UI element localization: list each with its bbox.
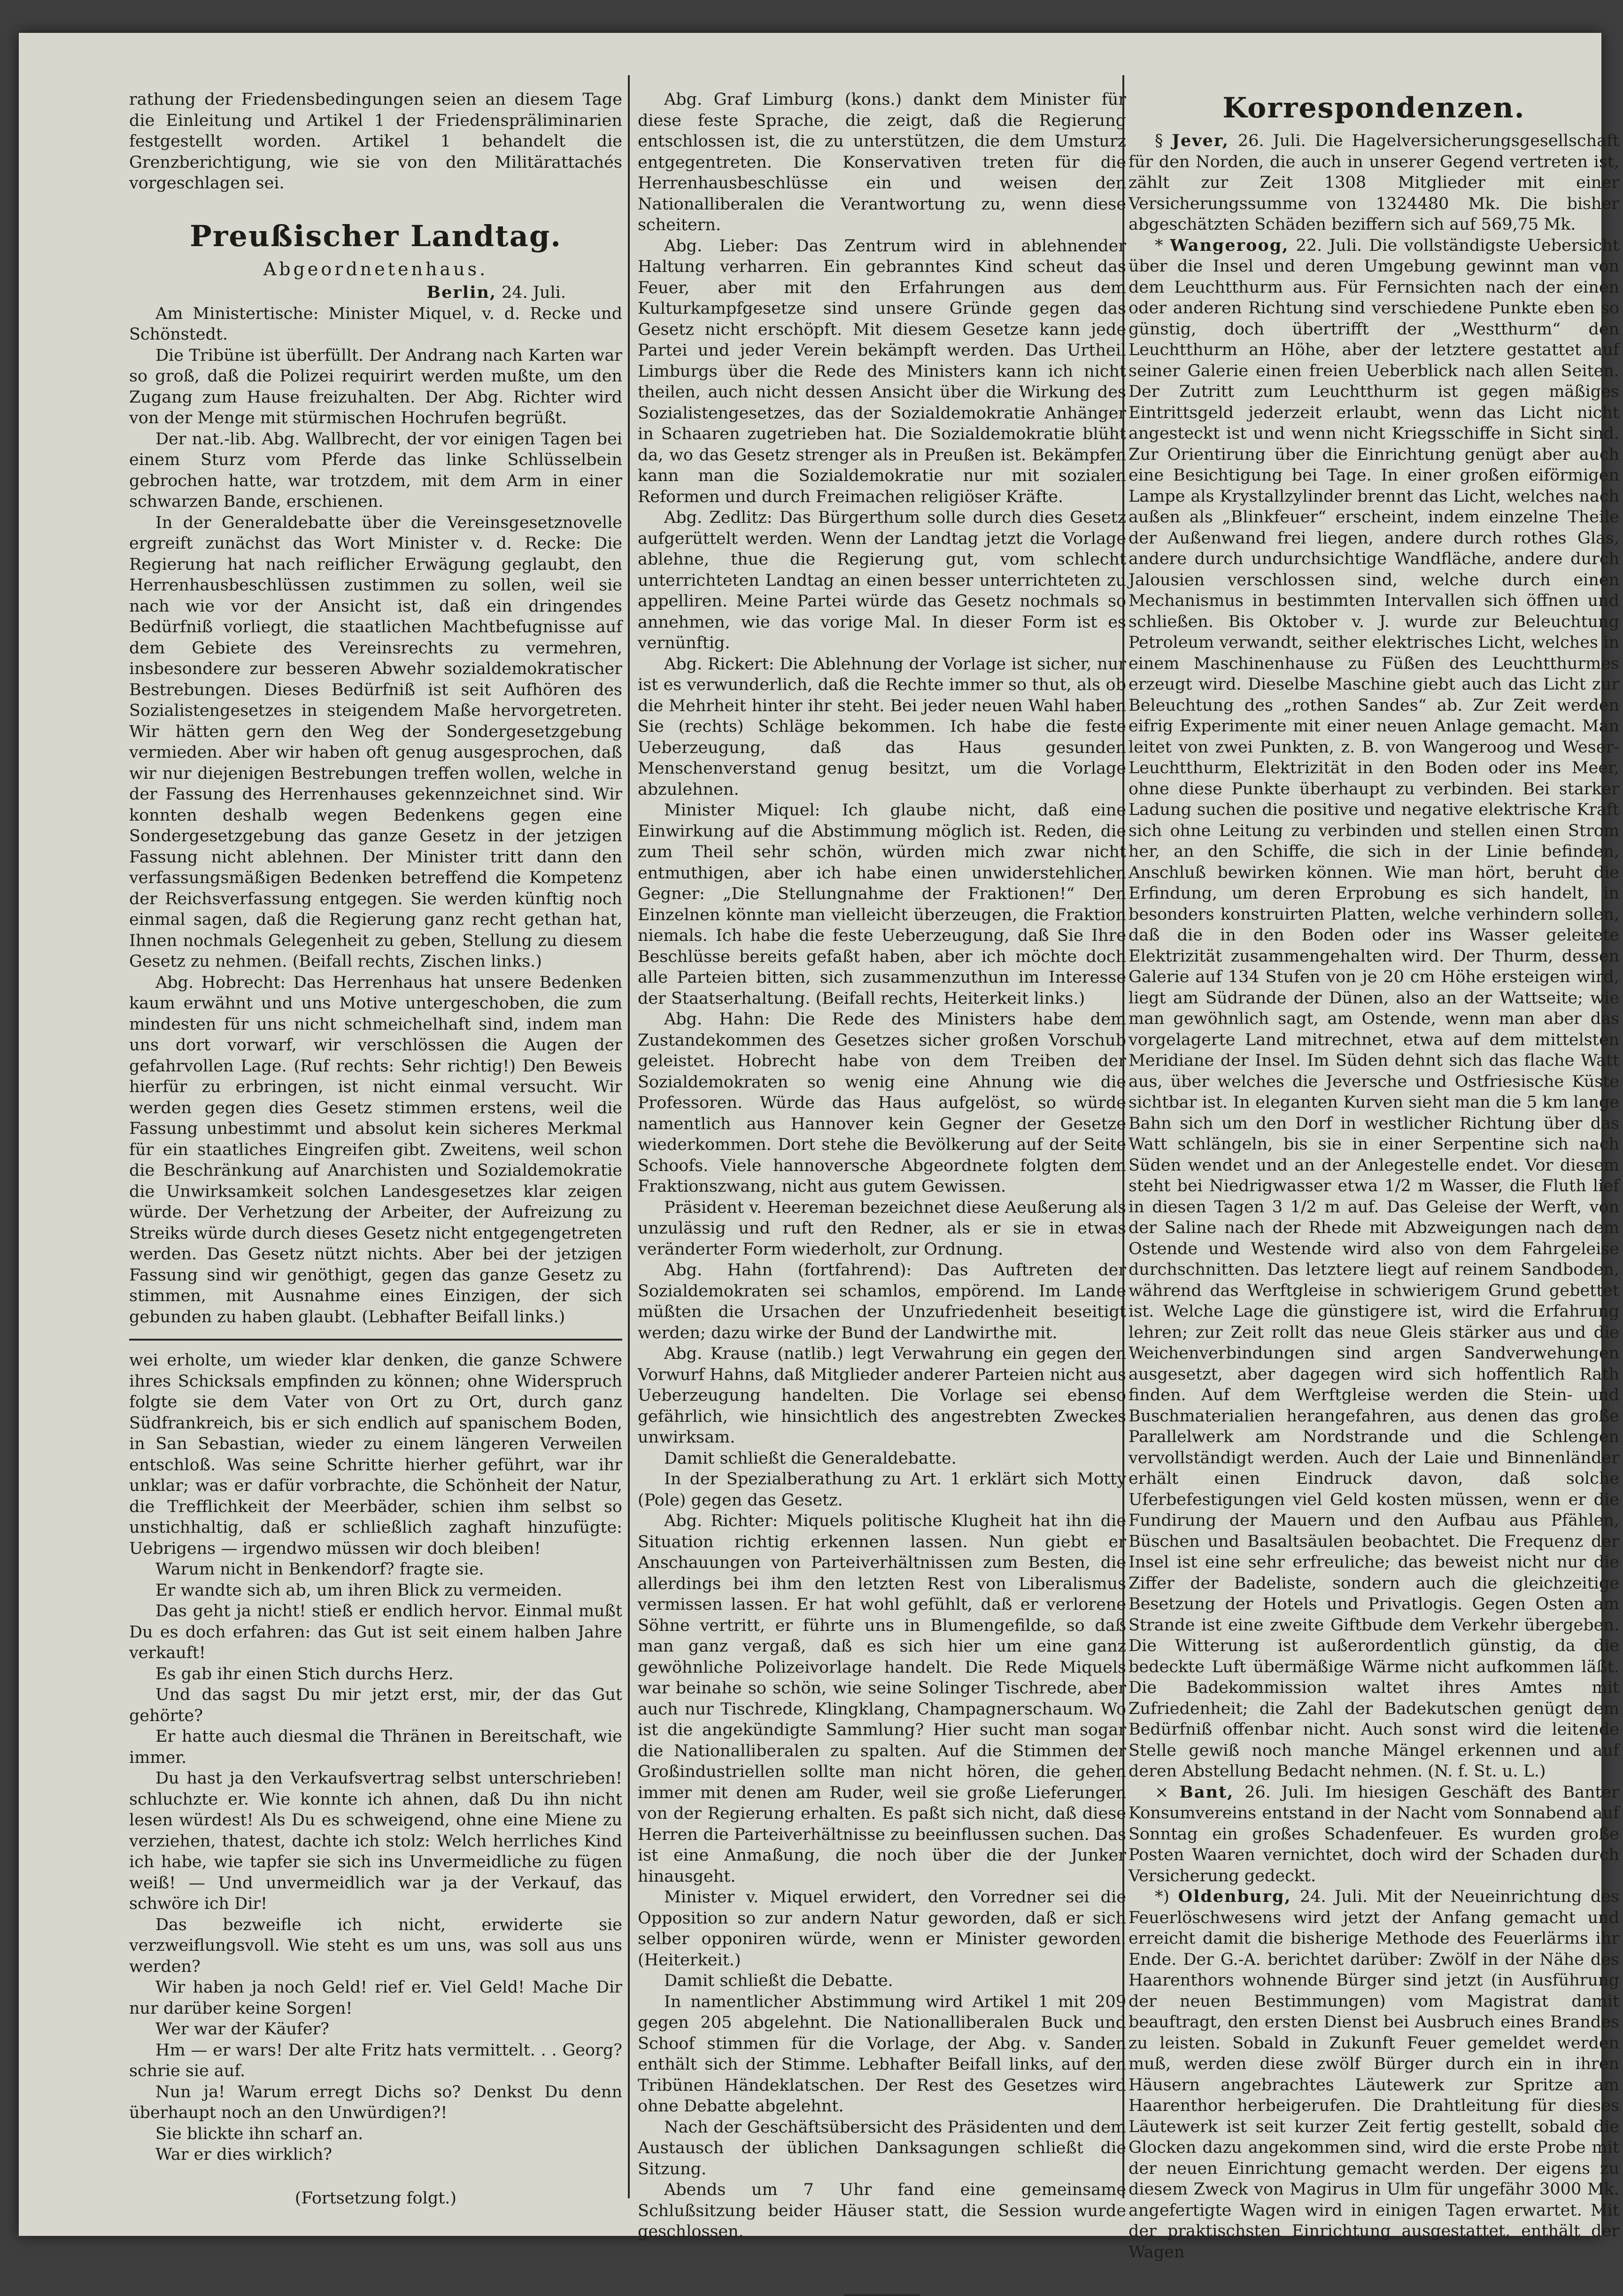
feuilleton-novel	[129, 1350, 622, 2165]
dateline-place: Berlin,	[426, 283, 496, 302]
novel-paragraph: Er hatte auch diesmal die Thränen in Bereitschaft, wie immer.	[129, 1727, 622, 1767]
correspondence-item	[1128, 235, 1619, 1782]
report-paragraph: Damit schließt die Debatte.	[664, 1971, 893, 1990]
correspondence-item	[1128, 131, 1619, 235]
item-text: 26. Juli. Die Hagelversicherungsgesellschaft für den Norden, die auch in unserer Gegend vertreten ist, zählt zur Zeit 1308 Mitglieder mit einer Versicherungssumme von 1324480 Mk. Die bisher abgeschätzten Schäden beziffern sich auf 569,75 Mk.	[1128, 132, 1619, 234]
novel-paragraph: Wer war der Käufer?	[155, 2020, 330, 2039]
report-paragraph: Abg. Hahn (fortfahrend): Das Auftreten der Sozialdemokraten sei schamlos, empörend. Im Lande müßten die Ursachen der Unzufriedenheit beseitigt werden; dazu wirke der Bund der Landwirthe mit.	[638, 1261, 1126, 1342]
novel-paragraph: Das bezweifle ich nicht, erwiderte sie verzweiflungsvoll. Wie steht es um uns, was soll aus uns werden?	[129, 1915, 622, 1976]
item-text: 22. Juli. Die vollständigste Uebersicht über die Insel und deren Umgebung gewinnt man von dem Leuchtthurm aus. Für Fernsichten nach der einen oder anderen Richtung sind verschiedene Punkte eben so günstig, doch übertrifft der „Westthurm“ den Leuchtthurm an Höhe, aber der letztere gestattet auf seiner Galerie einen freien Ueberblick nach allen Seiten. Der Zutritt zum Leuchtthurm ist gegen mäßiges Eintrittsgeld jederzeit erlaubt, wenn das Licht nicht angesteckt ist und wenn nicht Kriegsschiffe in Sicht sind. Zur Orientirung über die Einrichtung genügt aber auch eine Besichtigung bei Tage. In einer großen eiförmigen Lampe als Krystallzylinder brennt das Licht, welches nach außen als „Blinkfeuer“ erscheint, indem einzelne Theile der Außenwand frei liegen, andere durch rothes Glas, andere durch undurchsichtige Wandfläche, andere durch Jalousien verschlossen sind, welche durch einen Mechanismus in bestimmten Intervallen sich öffnen und schließen. Bis Oktober v. J. wurde zur Beleuchtung Petroleum verwandt, seither elektrisches Licht, welches in einem Maschinenhause zu Füßen des Leuchtthurmes erzeugt wird. Dieselbe Maschine giebt auch das Licht zur Beleuchtung des „rothen Sandes“ ab. Zur Zeit werden eifrig Experimente mit einer neuen Anlage gemacht. Man leitet von zwei Punkten, z. B. von Wangeroog und Weser-Leuchtthurm, Elektrizität in den Boden oder ins Meer, ohne diese Punkte überhaupt zu verbinden. Bei starker Ladung suchen die positive und negative elektrische Kraft sich ohne Leitung zu verbinden und stellen einen Strom her, an den Schiffe, die sich in der Linie befinden, Anschluß bewirken können. Wie man hört, beruht die Erfindung, um deren Erprobung es sich handelt, in besonders konstruirten Platten, welche verhindern sollen, daß die in den Boden oder ins Wasser geleitete Elektrizität zusammengehalten wird. Der Thurm, dessen Galerie auf 134 Stufen von je 20 cm Höhe ersteigen wird, liegt am Südrande der Dünen, also an der Wattseite; wie man gewöhnlich sagt, am Ostende, wenn man aber das vorgelagerte Land mitrechnet, etwa auf dem mittelsten Meridiane der Insel. Im Süden dehnt sich das flache Watt aus, über welches die Jeversche und Ostfriesische Küste sichtbar ist. In eleganten Kurven sieht man die 5 km lange Bahn sich um den Dorf in westlicher Richtung über das Watt schlängeln, bis sie in einer Serpentine sich nach Süden wendet und an der Anlegestelle endet. Vor diesem steht bei Niedrigwasser etwa 1/2 m Wasser, die Fluth lief in diesen Tagen 3 1/2 m auf. Das Geleise der Werft, von der Saline nach der Rhede mit Abzweigungen nach dem Ostende und Westende wird also von dem Fahrgeleise durchschnitten. Das letztere liegt auf reinem Sandboden, während das Werftgleise in schwierigem Grund gebettet ist. Welche Lage die günstigere ist, wird die Erfahrung lehren; zur Zeit rollt das neue Gleis stärker aus und die Weichenverbindungen sind argen Sandverwehungen ausgesetzt, aber dagegen wird sich hoffentlich Rath finden. Auf dem Werftgleise werden die Stein- und Buschmaterialien herangefahren, aus denen das große Parallelwerk am Nordstrande und die Schlengen vervollständigt werden. Auch der Laie und Binnenländer erhält einen Eindruck davon, daß solche Uferbefestigungen viel Geld kosten müssen, wenn er die Fundirung der Mauern und den Aufbau aus Pfählen, Büschen und Basaltsäulen beobachtet. Die Frequenz der Insel ist eine sehr erfreuliche; das beweist nicht nur die Ziffer der Badeliste, sondern auch die gleichzeitige Besetzung der Hotels und Privatlogis. Gegen Osten am Strande ist eine zweite Giftbude dem Verkehr übergeben. Die Witterung ist außerordentlich günstig, da die bedeckte Luft übermäßige Wärme nicht aufkommen läßt. Die Badekommission waltet ihres Amtes mit Zufriedenheit; die Zahl der Badekutschen genügt dem Bedürfniß offenbar nicht. Auch sonst wird die leitende Stelle gewiß noch manche Mängel erkennen und auf deren Abstellung Bedacht nehmen. (N. f. St. u. L.)	[1128, 236, 1619, 1781]
intro-paragraph: rathung der Friedensbedingungen seien an diesem Tage die Einleitung und Artikel 1 der Friedenspräliminarien festgestellt worden. Artikel 1 behandelt die Grenzberichtigung, wie sie von den Militärattachés vorgeschlagen sei.	[129, 90, 622, 193]
novel-paragraph: Und das sagst Du mir jetzt erst, mir, der das Gut gehörte?	[129, 1685, 622, 1725]
section-heading-landtag: Preußischer Landtag.	[190, 218, 562, 253]
report-paragraph: Abends um 7 Uhr fand eine gemeinsame Schlußsitzung beider Häuser statt, die Session wurde geschlossen.	[638, 2180, 1126, 2241]
report-paragraph: Die Tribüne ist überfüllt. Der Andrang nach Karten war so groß, daß die Polizei requirirt werden mußte, um den Zugang zum Hause freizuhalten. Der Abg. Richter wird von der Menge mit stürmischen Hochrufen begrüßt.	[129, 346, 622, 427]
item-place: Bant,	[1179, 1782, 1234, 1802]
continuation-note: (Fortsetzung folgt.)	[294, 2188, 457, 2208]
report-paragraph: Abg. Hobrecht: Das Herrenhaus hat unsere Bedenken kaum erwähnt und uns Motive untergeschoben, die zum mindesten für uns nicht schmeichelhaft sind, indem man uns dort vorwarf, wir verschlössen die Augen der gefahrvollen Lage. (Ruf rechts: Sehr richtig!) Den Beweis hierfür zu erbringen, ist nicht einmal versucht. Wir werden gegen dies Gesetz stimmen erstens, weil die Fassung unbestimmt und absolut kein sicheres Merkmal für ein staatliches Eingreifen gibt. Zweitens, weil schon die Beschränkung auf Anarchisten und Sozialdemokratie die Unwirksamkeit solchen Landesgesetzes klar zeigen würde. Der Verhetzung der Arbeiter, der Aufreizung zu Streiks würde durch dieses Gesetz nicht entgegengetreten werden. Das Gesetz nützt nichts. Aber bei der jetzigen Fassung sind wir genöthigt, gegen das ganze Gesetz zu stimmen, mit Ausnahme eines Einzigen, der sich gebunden zu haben glaubt. (Lebhafter Beifall links.)	[129, 973, 622, 1326]
report-paragraph: Präsident v. Heereman bezeichnet diese Aeußerung als unzulässig und ruft den Redner, als er sie in etwas veränderter Form wiederholt, zur Ordnung.	[638, 1198, 1126, 1259]
report-paragraph: In der Generaldebatte über die Vereinsgesetznovelle ergreift zunächst das Wort Minister v. d. Recke: Die Regierung hat nach reiflicher Erwägung geglaubt, den Herrenhausbeschlüssen zustimmen zu sollen, weil sie nach wie vor der Ansicht ist, daß ein dringendes Bedürfniß vorliegt, die staatlichen Machtbefugnisse auf dem Gebiete des Vereinsrechts zu vermehren, insbesondere zur besseren Abwehr sozialdemokratischer Bestrebungen. Dieses Bedürfniß ist seit Aufhören des Sozialistengesetzes in steigendem Maße hervorgetreten. Wir hätten gern den Weg der Sondergesetzgebung vermieden. Aber wir haben oft genug ausgesprochen, daß wir nur diejenigen Bestrebungen treffen wollen, welche in der Fassung des Herrenhauses gekennzeichnet sind. Wir konnten deshalb wegen Bedenkens gegen eine Sondergesetzgebung das ganze Gesetz in der jetzigen Fassung nicht ablehnen. Der Minister tritt dann den verfassungsmäßigen Bedenken betreffend die Kompetenz der Reichsverfassung entgegen. Sie werden künftig noch einmal sagen, daß die Regierung ganz recht gethan hat, Ihnen nochmals Gelegenheit zu geben, Stellung zu diesem Gesetz zu nehmen. (Beifall rechts, Zischen links.)	[129, 513, 622, 971]
novel-paragraph: Du hast ja den Verkaufsvertrag selbst unterschrieben! schluchzte er. Wie konnte ich ahnen, daß Du ihn nicht lesen würdest! Als Du es schweigend, ohne eine Miene zu verziehen, thatest, dachte ich stolz: Welch herrliches Kind ich habe, wie tapfer sie sich ins Unvermeidliche zu fügen weiß! — Und unvermeidlich war ja der Verkauf, das schwöre ich Dir!	[129, 1769, 622, 1913]
landtag-report	[129, 303, 622, 1328]
report-paragraph: Abg. Graf Limburg (kons.) dankt dem Minister für diese feste Sprache, die zeigt, daß die Regierung entschlossen ist, die zu unterstützen, die dem Umsturz entgegentreten. Die Konservativen treten für die Herrenhausbeschlüsse ein und weisen den Nationalliberalen die Verantwortung zu, wenn diese scheitern.	[638, 90, 1126, 234]
novel-paragraph: Sie blickte ihn scharf an.	[155, 2124, 363, 2143]
item-marker: ⨯	[1155, 1783, 1180, 1802]
correspondence-item	[1128, 1886, 1619, 2263]
item-text: 26. Juli. Im hiesigen Geschäft des Banter Konsumvereins entstand in der Nacht vom Sonnabend auf Sonntag ein großes Schadenfeuer. Es wurden große Posten Waaren vernichtet, doch wird der Schaden durch Versicherung gedeckt.	[1128, 1783, 1620, 1885]
report-paragraph: Nach der Geschäftsübersicht des Präsidenten und dem Austausch der üblichen Danksagungen schließt die Sitzung.	[638, 2118, 1126, 2179]
novel-paragraph: Es gab ihr einen Stich durchs Herz.	[155, 1664, 454, 1683]
section-heading-korrespondenzen: Korrespondenzen.	[1222, 92, 1525, 124]
report-paragraph: Abg. Lieber: Das Zentrum wird in ablehnender Haltung verharren. Ein gebranntes Kind scheut das Feuer, aber mit den Erfahrungen aus dem Kulturkampfgesetze sind unsere Gründe gegen das Gesetz nicht erschöpft. Mit diesem Gesetze kann jede Partei und jeder Verein bekämpft werden. Das Urtheil Limburgs über die Rede des Ministers kann ich nicht theilen, auch nicht dessen Ansicht über die Wirkung des Sozialistengesetzes, das der Sozialdemokratie Anhänger in Schaaren zugetrieben hat. Die Sozialdemokratie blüht da, wo das Gesetz strenger als in Preußen ist. Bekämpfen kann man die Sozialdemokratie nur mit sozialen Reformen und durch Freimachen religiöser Kräfte.	[638, 236, 1126, 506]
novel-paragraph: Wir haben ja noch Geld! rief er. Viel Geld! Mache Dir nur darüber keine Sorgen!	[129, 1978, 622, 2018]
dateline-date: 24. Juli.	[496, 283, 566, 302]
item-marker: *	[1155, 236, 1170, 255]
item-place: Oldenburg,	[1178, 1887, 1291, 1906]
report-paragraph: Minister v. Miquel erwidert, den Vorredner sei die Opposition so zur andern Natur geworden, daß er sich selber opponiren würde, wenn er Minister geworden. (Heiterkeit.)	[638, 1888, 1126, 1970]
section-subheading: Abgeordnetenhaus.	[263, 258, 488, 279]
report-paragraph: Am Ministertische: Minister Miquel, v. d. Recke und Schönstedt.	[129, 304, 622, 344]
column-right	[1128, 89, 1619, 2263]
newspaper-page	[19, 33, 1620, 2262]
report-paragraph: Abg. Rickert: Die Ablehnung der Vorlage ist sicher, nur ist es verwunderlich, daß die Rechte immer so thut, als ob die Mehrheit hinter ihr steht. Bei jeder neuen Wahl haben Sie (rechts) Schläge bekommen. Ich habe die feste Ueberzeugung, daß das Haus gesunden Menschenverstand genug besitzt, um die Vorlage abzulehnen.	[638, 654, 1126, 799]
report-paragraph: Abg. Krause (natlib.) legt Verwahrung ein gegen den Vorwurf Hahns, daß Mitglieder anderer Parteien nicht aus Ueberzeugung handelten. Die Vorlage sei ebenso gefährlich, wie hinsichtlich des angestrebten Zweckes unwirksam.	[638, 1344, 1126, 1447]
report-paragraph: Der nat.-lib. Abg. Wallbrecht, der vor einigen Tagen bei einem Sturz vom Pferde das linke Schlüsselbein gebrochen hatte, war trotzdem, mit dem Arm in einer schwarzen Bande, erschienen.	[129, 429, 622, 511]
novel-paragraph: wei erholte, um wieder klar denken, die ganze Schwere ihres Schicksals empfinden zu können; ohne Widerspruch folgte sie dem Vater von Ort zu Ort, durch ganz Südfrankreich, bis er sich endlich auf spanischem Boden, in San Sebastian, wieder zu einem längeren Verweilen entschloß. Was seine Schritte hierher geführt, war ihr unklar; was er dafür vorbrachte, die Schönheit der Natur, die Trefflichkeit der Meerbäder, schien ihm selbst so unstichhaltig, daß er schließlich zaghaft hinzufügte: Uebrigens — irgendwo müssen wir doch bleiben!	[129, 1351, 622, 1558]
novel-paragraph: Das geht ja nicht! stieß er endlich hervor. Einmal mußt Du es doch erfahren: das Gut ist seit einem halben Jahre verkauft!	[129, 1602, 622, 1662]
report-paragraph: In namentlicher Abstimmung wird Artikel 1 mit 209 gegen 205 abgelehnt. Die Nationalliberalen Buck und Schoof stimmen für die Vorlage, der Abg. v. Sanden enthält sich der Stimme. Lebhafter Beifall links, auf den Tribünen Händeklatschen. Der Rest des Gesetzes wird ohne Debatte abgelehnt.	[638, 1992, 1126, 2116]
correspondence-item	[1128, 1782, 1619, 1887]
item-marker: *)	[1155, 1887, 1178, 1906]
novel-paragraph: Warum nicht in Benkendorf? fragte sie.	[155, 1560, 484, 1579]
report-paragraph: Abg. Hahn: Die Rede des Ministers habe dem Zustandekommen des Gesetzes sicher großen Vorschub geleistet. Hobrecht habe von dem Treiben der Sozialdemokraten so wenig eine Ahnung wie die Professoren. Würde das Haus aufgelöst, so würde namentlich aus Hannover kein Gegner der Gesetze wiederkommen. Dort stehe die Bevölkerung auf der Seite Schoofs. Viele hannoversche Abgeordnete folgten dem Fraktionszwang, nicht aus gutem Gewissen.	[638, 1010, 1126, 1196]
novel-paragraph: Nun ja! Warum erregt Dichs so? Denkst Du denn überhaupt noch an den Unwürdigen?!	[129, 2082, 622, 2122]
report-paragraph: Abg. Richter: Miquels politische Klugheit hat ihn die Situation richtig erkennen lassen. Nun giebt er Anschauungen von Parteiverhältnissen zum Besten, die allerdings bei ihm den letzten Rest von Liberalismus vermissen lassen. Er hat wohl gefühlt, daß er verlorene Söhne vertritt, er führte uns in Blumengefilde, so daß man ganz vergaß, daß es sich hier um eine ganz gewöhnliche Polizeivorlage handelt. Die Rede Miquels war beinahe so schön, wie seine Solinger Tischrede, aber auch nur Tischrede, Klingklang, Champagnerschaum. Wo ist die angekündigte Sammlung? Hier sucht man sogar die Nationalliberalen zu spalten. Auf die Stimmen der Großindustriellen sollte man nicht hören, die gehen immer mit denen am Ruder, weil sie große Lieferungen von der Regierung erhalten. Es paßt sich nicht, daß diese Herren die Parteiverhältnisse zu beeinflussen suchen. Das ist eine Anmaßung, die noch über die der Junker hinausgeht.	[638, 1512, 1126, 1886]
report-paragraph: Minister Miquel: Ich glaube nicht, daß eine Einwirkung auf die Abstimmung möglich ist. Reden, die zum Theil sehr schön, würden mich zwar nicht entmuthigen, aber ich habe einen unwiderstehlichen Gegner: „Die Stellungnahme der Fraktionen!“ Den Einzelnen könnte man vielleicht überzeugen, die Fraktion niemals. Ich habe die feste Ueberzeugung, daß Sie Ihre Beschlüsse bereits gefaßt haben, aber ich möchte doch alle Parteien bitten, sich zusammenzuthun im Interesse der Staatserhaltung. (Beifall rechts, Heiterkeit links.)	[638, 801, 1126, 1008]
report-paragraph: Abg. Zedlitz: Das Bürgerthum solle durch dies Gesetz aufgerüttelt werden. Wenn der Landtag jetzt die Vorlage ablehne, thue die Regierung gut, vom schlecht unterrichteten Landtag an einen besser unterrichteten zu appelliren. Meine Partei würde das Gesetz nochmals so annehmen, wie das vorige Mal. In dieser Form ist es vernünftig.	[638, 508, 1126, 652]
novel-paragraph: Er wandte sich ab, um ihren Blick zu vermeiden.	[155, 1581, 562, 1600]
end-rule	[844, 2294, 920, 2296]
report-paragraph: In der Spezialberathung zu Art. 1 erklärt sich Motty (Pole) gegen das Gesetz.	[638, 1470, 1126, 1510]
novel-paragraph: War er dies wirklich?	[155, 2145, 332, 2164]
novel-paragraph: Hm — er wars! Der alte Fritz hats vermittelt. . . Georg? schrie sie auf.	[129, 2040, 622, 2080]
column-rule	[628, 75, 630, 2198]
item-place: Jever,	[1172, 131, 1229, 150]
item-text: 24. Juli. Mit der Neueinrichtung des Feuerlöschwesens wird jetzt der Anfang gemacht und erreicht damit die bisherige Methode des Feuerlärms ihr Ende. Der G.-A. berichtet darüber: Zwölf in der Nähe des Haarenthors wohnende Bürger sind jetzt (in Ausführung der neuen Bestimmungen) vom Magistrat damit beauftragt, den ersten Dienst bei Ausbruch eines Brandes zu leisten. Sobald in Zukunft Feuer gemeldet werden muß, werden diese zwölf Bürger durch ein in ihren Häusern angebrachtes Läutewerk zur Spritze am Haarenthor herbeigerufen. Die Drahtleitung für dieses Läutewerk ist seit kurzer Zeit fertig gestellt, sobald die Glocken dazu angekommen sind, wird die erste Probe mit der neuen Einrichtung gemacht werden. Der eigens zu diesem Zweck von Magirus in Ulm für ungefähr 3000 Mk. angefertigte Wagen wird in einigen Tagen erwartet. Mit der praktischsten Einrichtung ausgestattet, enthält der Wagen	[1128, 1887, 1619, 2262]
item-marker: §	[1155, 132, 1172, 150]
column-left	[129, 89, 622, 2209]
report-paragraph: Damit schließt die Generaldebatte.	[664, 1449, 957, 1468]
dateline	[129, 282, 566, 303]
feuilleton-rule	[129, 1339, 622, 1341]
column-middle	[638, 89, 1126, 2296]
item-place: Wangeroog,	[1170, 235, 1289, 255]
